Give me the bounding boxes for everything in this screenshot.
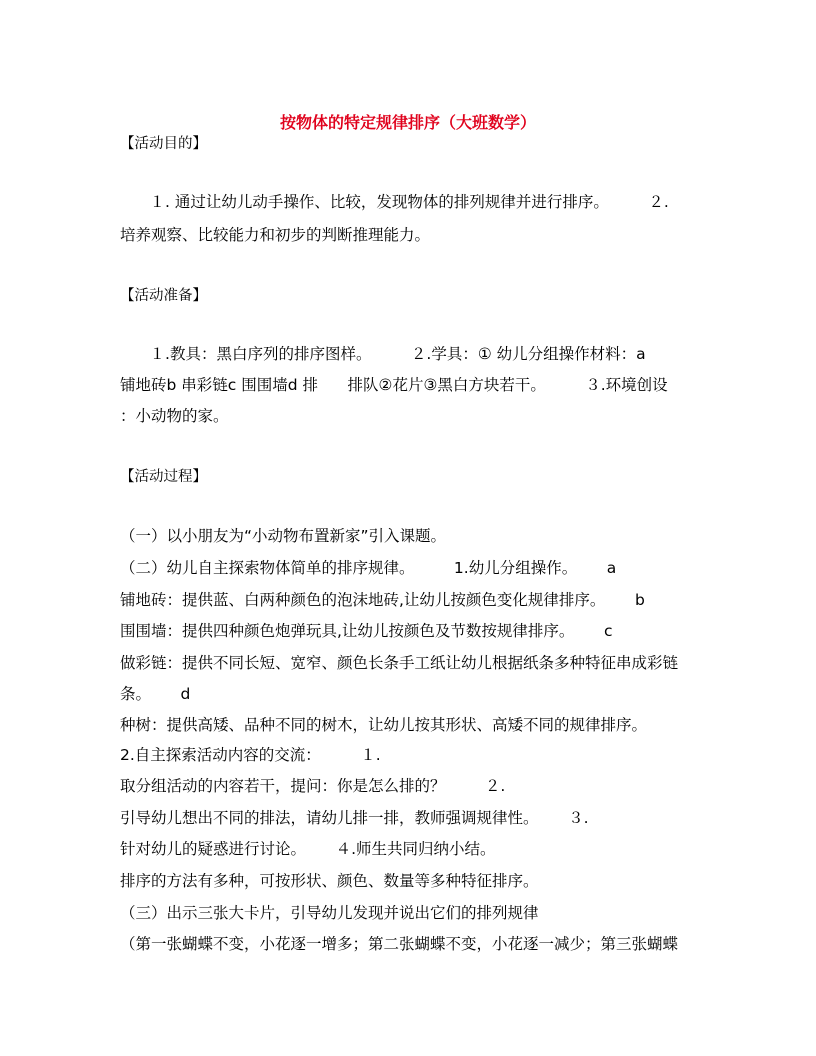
body-text-line: 2.自主探索活动内容的交流： １. [120, 746, 381, 764]
body-text-line: 条。 d [120, 685, 191, 703]
body-text-line: （三）出示三张大卡片，引导幼儿发现并说出它们的排列规律 [120, 904, 539, 922]
body-text-line: 种树：提供高矮、品种不同的树木，让幼儿按其形状、高矮不同的规律排序。 [120, 716, 648, 734]
body-text-line: （一）以小朋友为“小动物布置新家”引入课题。 [120, 527, 447, 545]
body-text-line: 铺地砖：提供蓝、白两种颜色的泡沫地砖,让幼儿按颜色变化规律排序。 b [120, 591, 645, 609]
body-text-line: ：小动物的家。 [120, 407, 229, 425]
body-text-line: 引导幼儿想出不同的排法，请幼儿排一排，教师强调规律性。 ３. [120, 809, 589, 827]
body-text-line: １. 通过让幼儿动手操作、比较，发现物体的排列规律并进行排序。 ２. [120, 193, 669, 211]
section-heading: 【活动过程】 [120, 469, 207, 485]
body-text-line: 排序的方法有多种，可按形状、颜色、数量等多种特征排序。 [120, 872, 539, 890]
body-text-line: 围围墙：提供四种颜色炮弹玩具,让幼儿按颜色及节数按规律排序。 c [120, 622, 613, 640]
document-title: 按物体的特定规律排序（大班数学） [279, 113, 536, 132]
body-text-line: 培养观察、比较能力和初步的判断推理能力。 [120, 226, 431, 244]
section-heading: 【活动准备】 [120, 288, 207, 304]
body-text-line: １.教具：黑白序列的排序图样。 ２.学具：① 幼儿分组操作材料：a [120, 345, 646, 363]
body-text-line: （第一张蝴蝶不变，小花逐一增多；第二张蝴蝶不变，小花逐一减少；第三张蝴蝶 [120, 935, 679, 953]
body-text-line: 做彩链：提供不同长短、宽窄、颜色长条手工纸让幼儿根据纸条多种特征串成彩链 [120, 654, 679, 672]
body-text-line: （二）幼儿自主探索物体简单的排序规律。 1.幼儿分组操作。 a [120, 559, 617, 577]
body-text-line: 取分组活动的内容若干，提问：你是怎么排的？ ２. [120, 777, 506, 795]
section-heading: 【活动目的】 [120, 136, 207, 152]
body-text-line: 针对幼儿的疑惑进行讨论。 ４.师生共同归纳小结。 [120, 840, 496, 858]
body-text-line: 铺地砖b 串彩链c 围围墙d 排 排队②花片③黑白方块若干。 ３.环境创设 [120, 376, 668, 394]
